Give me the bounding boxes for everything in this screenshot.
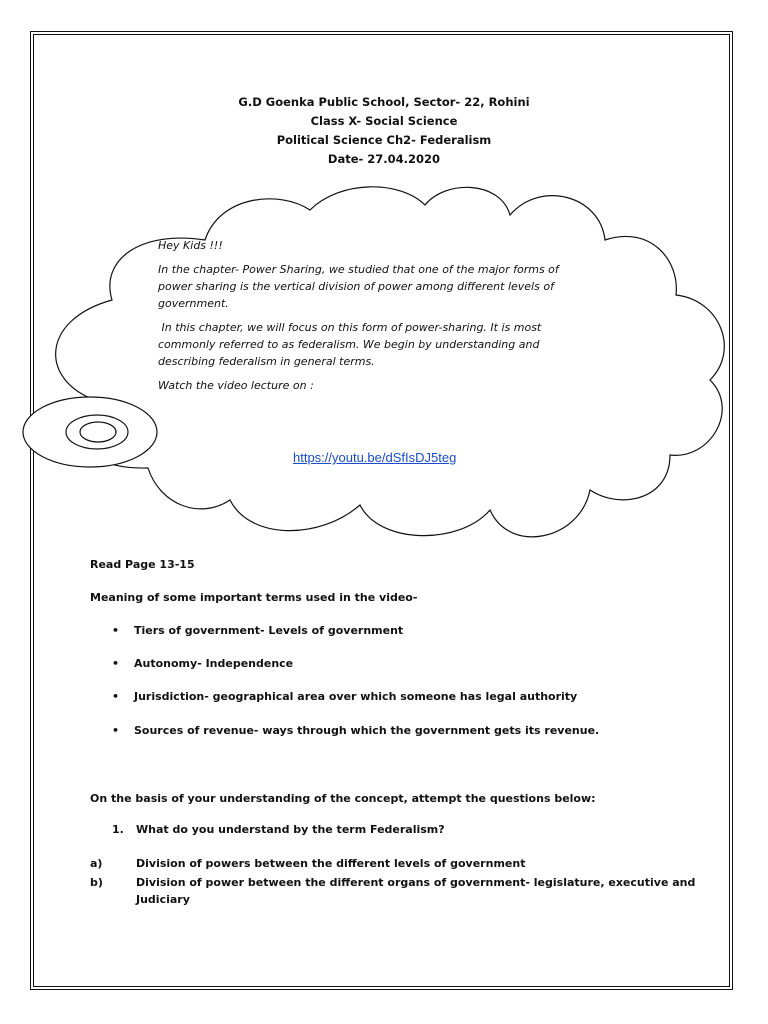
instructions: On the basis of your understanding of the concept, attempt the questions below: [90,792,596,805]
term-text: Sources of revenue- ways through which the government gets its revenue. [134,724,600,737]
list-item [112,624,403,637]
greeting: Hey Kids !!! [158,239,223,252]
school-name: G.D Goenka Public School, Sector- 22, Rohini [238,95,530,109]
question [112,823,445,836]
list-item [112,657,293,670]
bullet-icon: • [112,724,120,737]
term-text: Autonomy- Independence [134,657,294,670]
list-item [112,724,599,737]
bullet-icon: • [112,624,120,637]
cloud-message [158,237,578,401]
reading-assignment: Read Page 13-15 [90,558,195,571]
watch-instruction: Watch the video lecture on : [158,379,314,392]
bullet-icon: • [112,690,120,703]
option-text: Division of power between the different organs of government- legislature, executive and Judiciary [136,876,696,906]
question-text: What do you understand by the term Federalism? [136,823,445,836]
terms-heading: Meaning of some important terms used in the video- [90,591,418,604]
thought-bubble-small [80,422,116,442]
option-letter: b) [90,876,103,889]
term-text: Tiers of government- Levels of government [134,624,404,637]
term-text: Jurisdiction- geographical area over which someone has legal authority [134,690,578,703]
focus-paragraph: In this chapter, we will focus on this form of power-sharing. It is most commonly referred to as federalism. We begin by understanding and describing federalism in general terms. [158,321,545,368]
list-item [112,690,577,703]
option-letter: a) [90,857,103,870]
chapter-title: Political Science Ch2- Federalism [276,133,492,147]
intro-paragraph: In the chapter- Power Sharing, we studied that one of the major forms of power sharing is the vertical division of power among different levels of government. [158,263,559,310]
question-number: 1. [112,823,124,836]
class-subject: Class X- Social Science [310,114,458,128]
bullet-icon: • [112,657,120,670]
option-text: Division of powers between the different levels of government [136,857,526,870]
video-link[interactable]: https://youtu.be/dSfIsDJ5teg [293,450,457,465]
date-line: Date- 27.04.2020 [327,152,441,166]
